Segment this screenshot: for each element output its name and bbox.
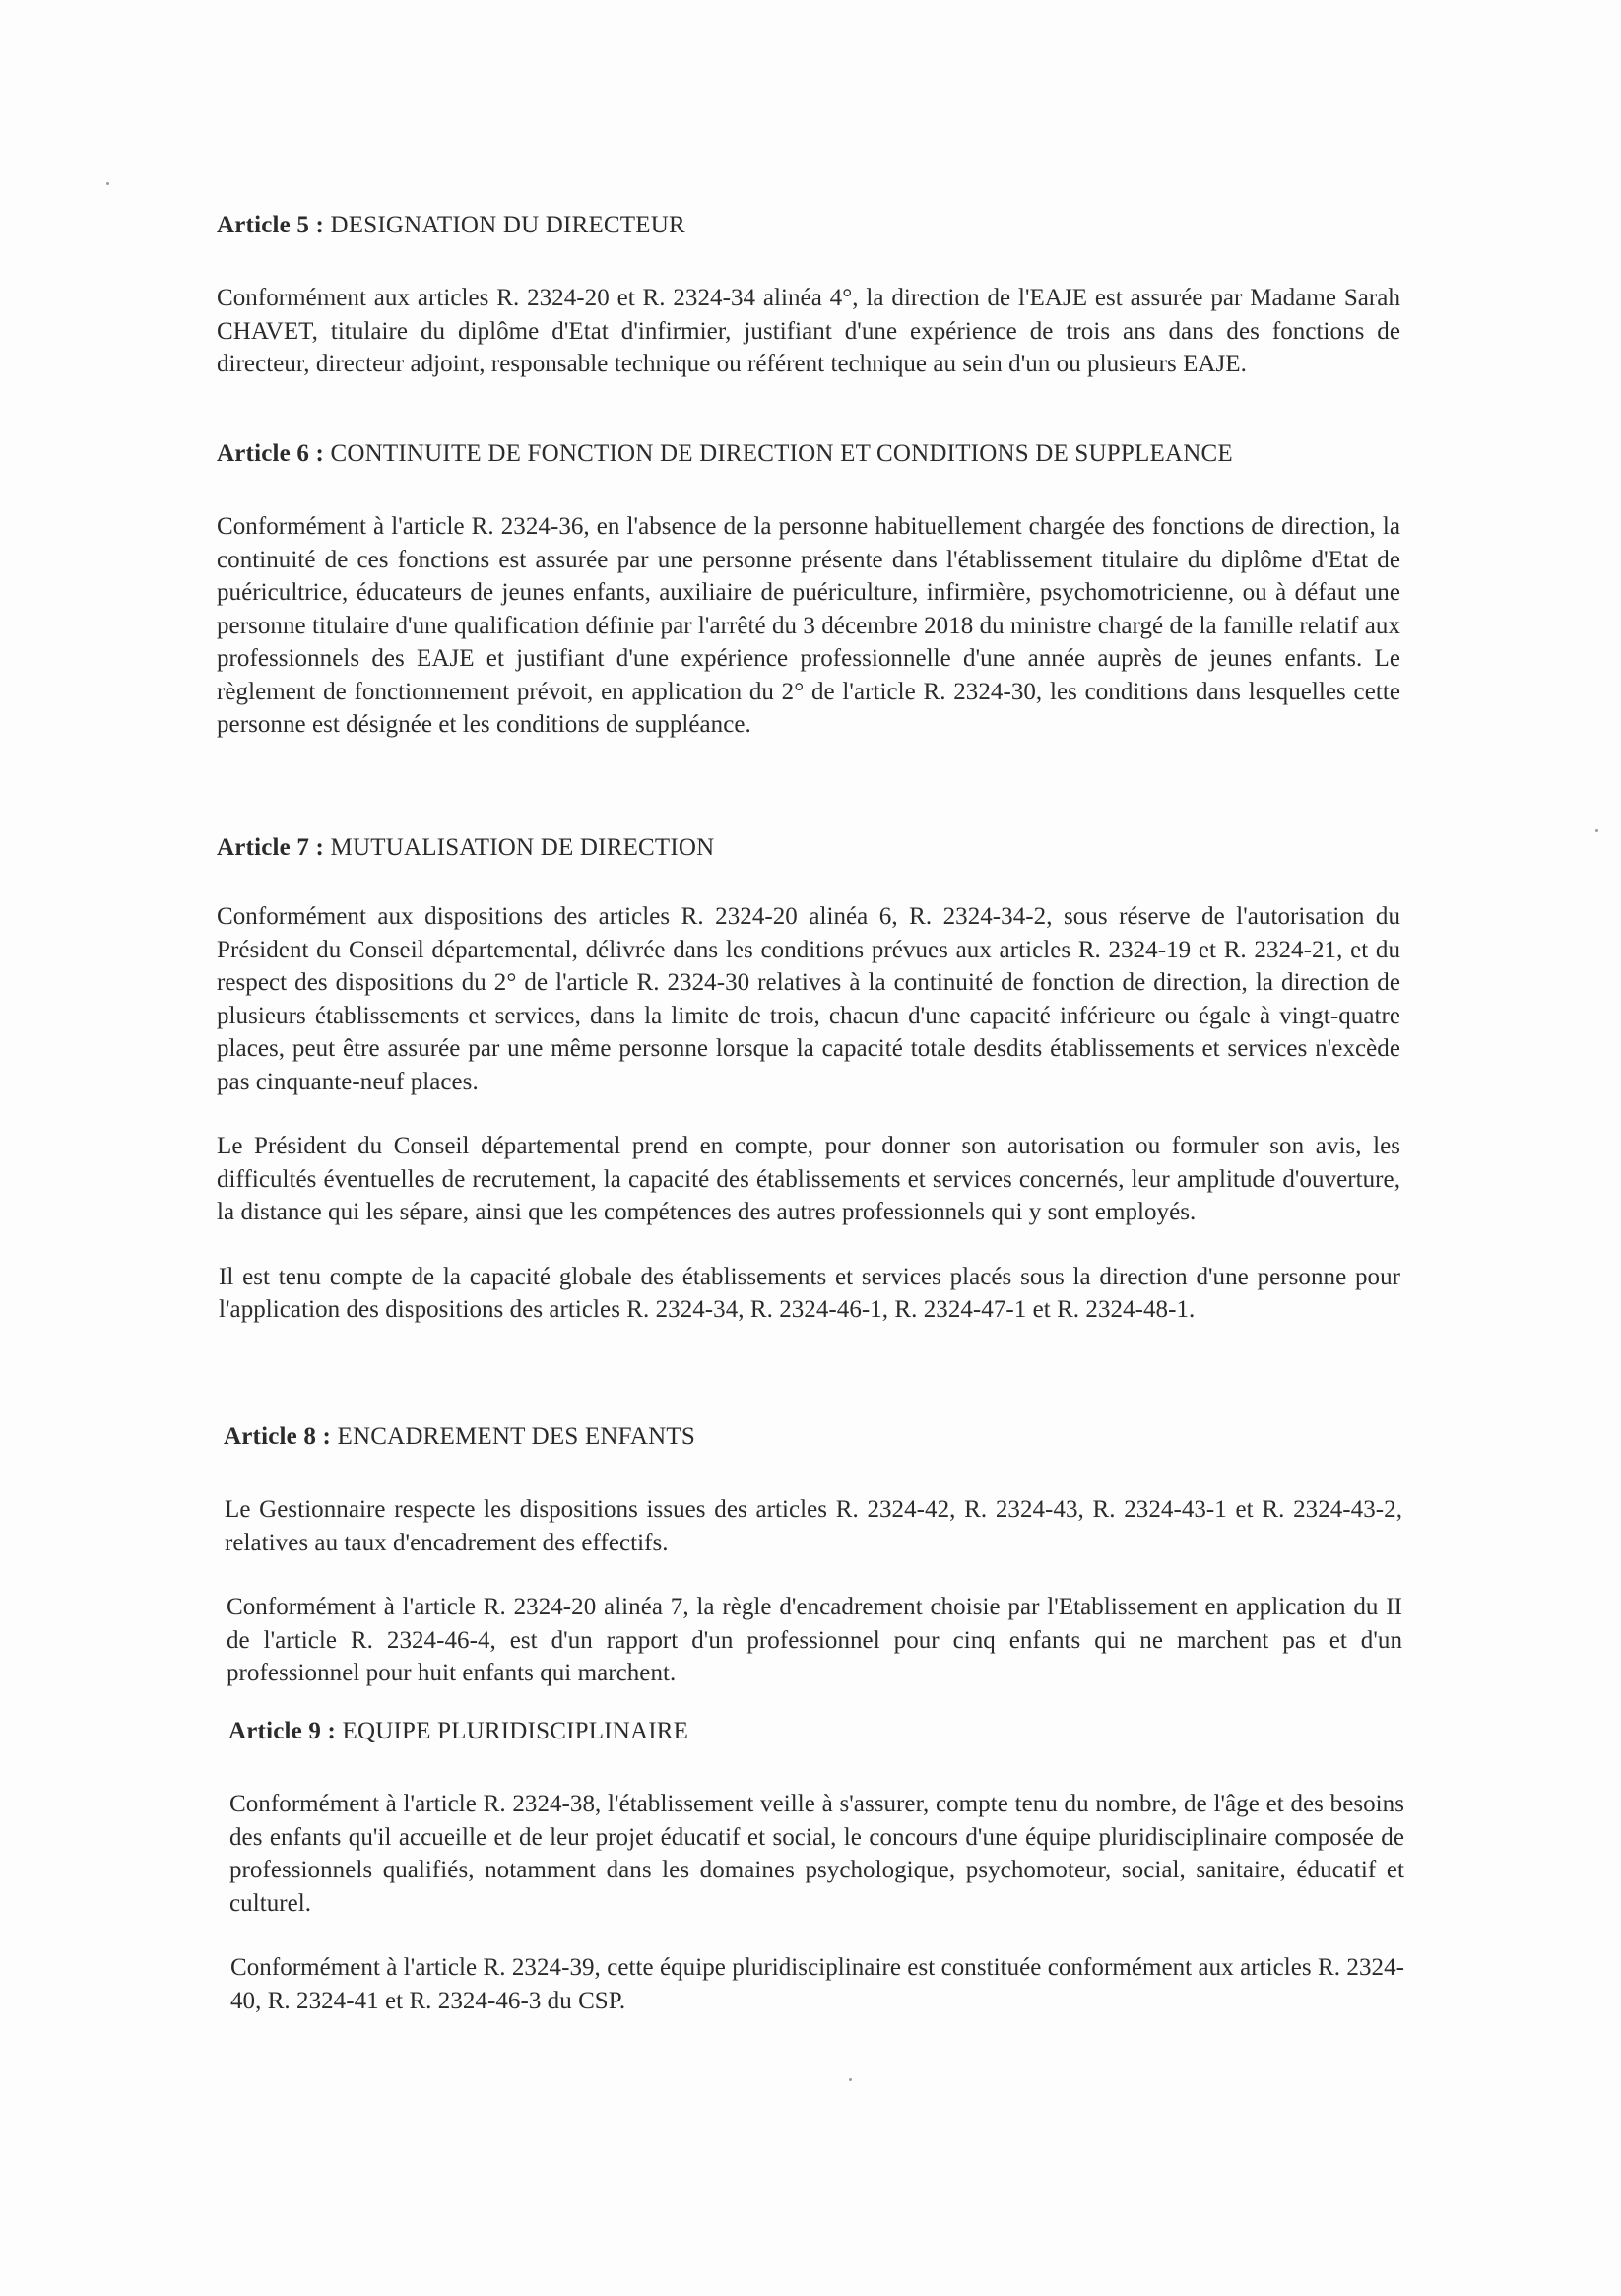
article-label: Article 6 : bbox=[217, 440, 325, 467]
article-title: EQUIPE PLURIDISCIPLINAIRE bbox=[342, 1718, 689, 1744]
article-heading bbox=[217, 436, 1251, 471]
article-title: DESIGNATION DU DIRECTEUR bbox=[330, 212, 685, 238]
article-paragraph: Conformément à l'article R. 2324-38, l'établissement veille à s'assurer, compte tenu du nombre, de l'âge et des besoins des enfants qu'il accueille et de leur projet éducatif et social, le concours d'une équipe pluridisciplinaire composée de professionnels qualifiés, notamment dans les domaines psychologique, psychomoteur, social, sanitaire, éducatif et culturel. bbox=[229, 1791, 1404, 1917]
article-9 bbox=[0, 1714, 1621, 2017]
article-5 bbox=[0, 208, 1621, 381]
scan-speck bbox=[849, 2078, 852, 2081]
article-heading bbox=[224, 1419, 1621, 1454]
article-paragraph: Conformément à l'article R. 2324-39, cette équipe pluridisciplinaire est constituée conformément aux articles R. 2324-40, R. 2324-41 et R. 2324-46-3 du CSP. bbox=[230, 1954, 1404, 2014]
article-label: Article 9 : bbox=[228, 1718, 337, 1744]
article-paragraph: Le Gestionnaire respecte les dispositions issues des articles R. 2324-42, R. 2324-43, R. 2324-43-1 et R. 2324-43-2, relatives au taux d'encadrement des effectifs. bbox=[225, 1496, 1402, 1556]
article-label: Article 7 : bbox=[217, 834, 325, 861]
article-8 bbox=[0, 1419, 1621, 1690]
article-paragraph: Conformément aux articles R. 2324-20 et R. 2324-34 alinéa 4°, la direction de l'EAJE est assurée par Madame Sarah CHAVET, titulaire du diplôme d'Etat d'infirmier, justifiant d'une expérience de trois ans dans des fonctions de directeur, directeur adjoint, responsable technique ou référent technique au sein d'un ou plusieurs EAJE. bbox=[217, 285, 1400, 377]
article-title: ENCADREMENT DES ENFANTS bbox=[337, 1423, 695, 1450]
article-paragraph: Conformément à l'article R. 2324-20 alinéa 7, la règle d'encadrement choisie par l'Etablissement en application du II de l'article R. 2324-46-4, est d'un rapport d'un professionnel pour cinq enfants qui ne marchent pas et d'un professionnel pour huit enfants qui marchent. bbox=[227, 1594, 1402, 1686]
article-7 bbox=[0, 830, 1621, 1327]
scan-speck bbox=[106, 182, 109, 185]
scan-speck bbox=[1595, 829, 1598, 832]
article-heading bbox=[228, 1714, 1621, 1748]
article-title: MUTUALISATION DE DIRECTION bbox=[330, 834, 715, 861]
article-paragraph: Conformément aux dispositions des articles R. 2324-20 alinéa 6, R. 2324-34-2, sous réserve de l'autorisation du Président du Conseil départemental, délivrée dans les conditions prévues aux articles R. 2324-19 et R. 2324-21, et du respect des dispositions du 2° de l'article R. 2324-30 relatives à la continuité de fonction de direction, la direction de plusieurs établissements et services, dans la limite de trois, chacun d'une capacité inférieure ou égale à vingt-quatre places, peut être assurée par une même personne lorsque la capacité totale desdits établissements et services n'excède pas cinquante-neuf places. bbox=[217, 903, 1400, 1095]
article-paragraph: Il est tenu compte de la capacité globale des établissements et services placés sous la direction d'une personne pour l'application des dispositions des articles R. 2324-34, R. 2324-46-1, R. 2324-47-1 et R. 2324-48-1. bbox=[219, 1263, 1400, 1323]
article-paragraph: Conformément à l'article R. 2324-36, en l'absence de la personne habituellement chargée des fonctions de direction, la continuité de ces fonctions est assurée par une personne présente dans l'établissement titulaire du diplôme d'Etat de puéricultrice, éducateurs de jeunes enfants, auxiliaire de puériculture, infirmière, psychomotricienne, ou à défaut une personne titulaire d'une qualification définie par l'arrêté du 3 décembre 2018 du ministre chargé de la famille relatif aux professionnels des EAJE et justifiant d'une expérience professionnelle d'une année auprès de jeunes enfants. Le règlement de fonctionnement prévoit, en application du 2° de l'article R. 2324-30, les conditions dans lesquelles cette personne est désignée et les conditions de suppléance. bbox=[217, 513, 1400, 738]
article-heading bbox=[217, 208, 1621, 242]
article-paragraph: Le Président du Conseil départemental prend en compte, pour donner son autorisation ou formuler son avis, les difficultés éventuelles de recrutement, la capacité des établissements et services concernés, leur amplitude d'ouverture, la distance qui les sépare, ainsi que les compétences des autres professionnels qui y sont employés. bbox=[217, 1133, 1400, 1225]
article-heading bbox=[217, 830, 1621, 865]
article-label: Article 8 : bbox=[224, 1423, 332, 1450]
article-6 bbox=[0, 436, 1621, 742]
article-label: Article 5 : bbox=[217, 212, 325, 238]
article-title: CONTINUITE DE FONCTION DE DIRECTION ET CONDITIONS DE SUPPLEANCE bbox=[330, 440, 1233, 467]
